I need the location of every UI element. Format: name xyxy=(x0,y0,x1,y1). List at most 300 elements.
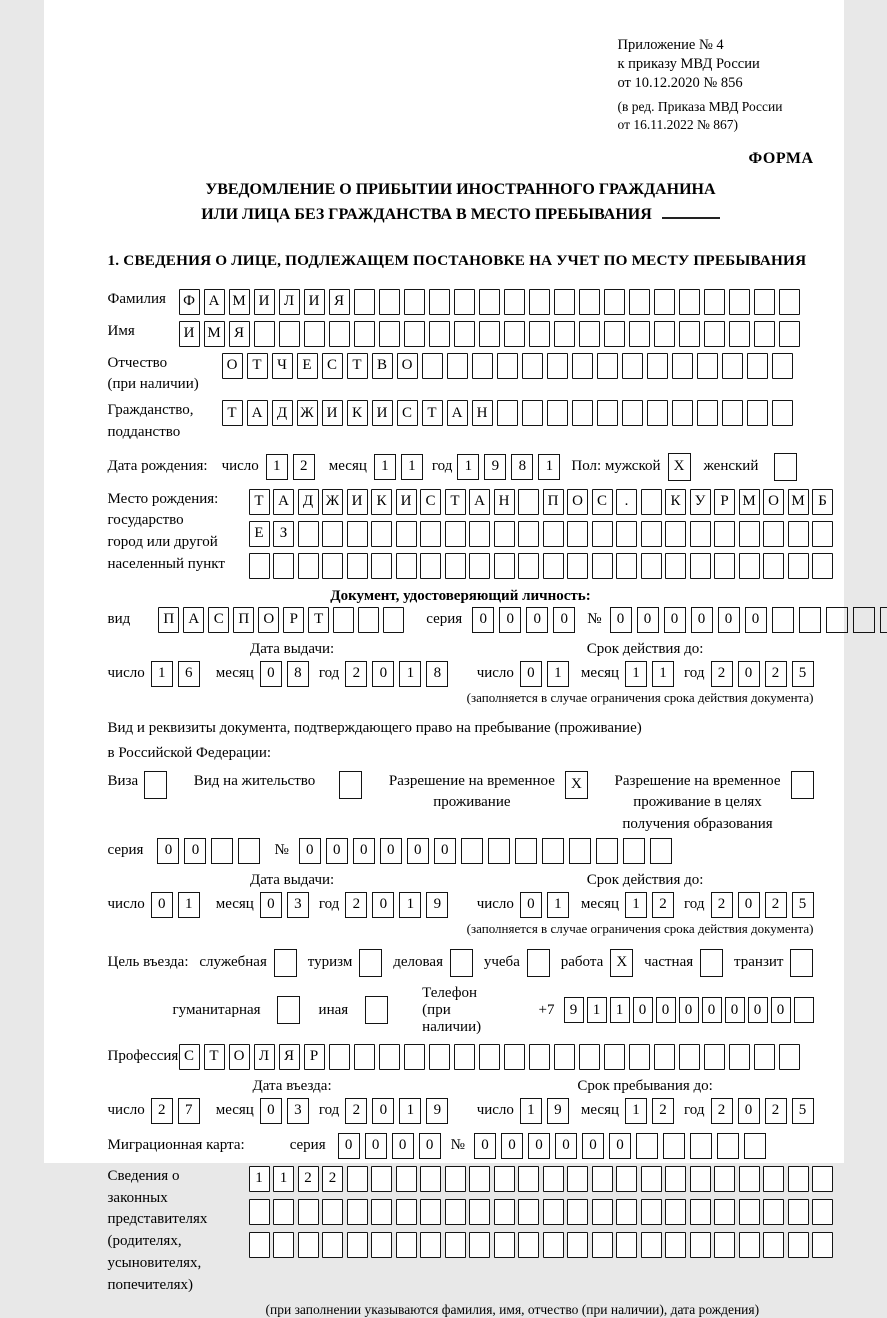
char-cell[interactable] xyxy=(714,1199,735,1225)
char-cell[interactable] xyxy=(616,1166,637,1192)
char-cell[interactable] xyxy=(690,1199,711,1225)
char-cell[interactable] xyxy=(461,838,483,864)
char-cell[interactable]: 2 xyxy=(298,1166,319,1192)
char-cell[interactable] xyxy=(779,321,800,347)
char-cell[interactable] xyxy=(249,1199,270,1225)
char-cell[interactable]: П xyxy=(233,607,254,633)
char-cell[interactable] xyxy=(629,1044,650,1070)
char-cell[interactable]: С xyxy=(208,607,229,633)
char-cell[interactable]: 2 xyxy=(151,1098,173,1124)
char-cell[interactable] xyxy=(747,353,768,379)
char-cell[interactable]: О xyxy=(229,1044,250,1070)
char-cell[interactable]: 1 xyxy=(520,1098,542,1124)
char-cell[interactable] xyxy=(729,321,750,347)
char-cell[interactable] xyxy=(518,1199,539,1225)
char-cell[interactable]: М xyxy=(204,321,225,347)
char-cell[interactable]: 2 xyxy=(345,661,367,687)
char-cell[interactable] xyxy=(396,521,417,547)
char-cell[interactable] xyxy=(826,607,848,633)
char-cell[interactable]: И xyxy=(372,400,393,426)
char-cell[interactable]: Р xyxy=(714,489,735,515)
char-cell[interactable]: 0 xyxy=(718,607,740,633)
char-cell[interactable]: Т xyxy=(308,607,329,633)
char-cell[interactable] xyxy=(714,1166,735,1192)
char-cell[interactable] xyxy=(622,400,643,426)
char-cell[interactable] xyxy=(322,1199,343,1225)
char-cell[interactable] xyxy=(604,1044,625,1070)
char-cell[interactable]: Е xyxy=(249,521,270,547)
char-cell[interactable]: 0 xyxy=(299,838,321,864)
char-cell[interactable] xyxy=(494,1166,515,1192)
char-cell[interactable]: 1 xyxy=(587,997,607,1023)
char-cell[interactable]: А xyxy=(273,489,294,515)
char-cell[interactable] xyxy=(592,521,613,547)
char-cell[interactable]: 0 xyxy=(499,607,521,633)
char-cell[interactable] xyxy=(472,353,493,379)
char-cell[interactable] xyxy=(298,553,319,579)
char-cell[interactable] xyxy=(567,1232,588,1258)
char-cell[interactable]: Ж xyxy=(322,489,343,515)
char-cell[interactable] xyxy=(623,838,645,864)
char-cell[interactable]: 1 xyxy=(652,661,674,687)
char-cell[interactable] xyxy=(279,321,300,347)
char-cell[interactable] xyxy=(763,1166,784,1192)
char-cell[interactable]: Н xyxy=(494,489,515,515)
char-cell[interactable]: Ч xyxy=(272,353,293,379)
char-cell[interactable] xyxy=(329,1044,350,1070)
purpose-transit-checkbox[interactable] xyxy=(790,949,813,977)
char-cell[interactable] xyxy=(704,1044,725,1070)
char-cell[interactable]: 1 xyxy=(249,1166,270,1192)
char-cell[interactable]: И xyxy=(304,289,325,315)
char-cell[interactable] xyxy=(853,607,875,633)
char-cell[interactable] xyxy=(567,1199,588,1225)
char-cell[interactable]: 3 xyxy=(287,892,309,918)
char-cell[interactable]: Д xyxy=(272,400,293,426)
char-cell[interactable] xyxy=(347,1232,368,1258)
char-cell[interactable] xyxy=(445,521,466,547)
char-cell[interactable] xyxy=(739,1199,760,1225)
char-cell[interactable] xyxy=(420,1166,441,1192)
sex-female-checkbox[interactable] xyxy=(774,453,797,481)
char-cell[interactable] xyxy=(518,489,539,515)
char-cell[interactable] xyxy=(529,321,550,347)
char-cell[interactable] xyxy=(647,400,668,426)
char-cell[interactable]: М xyxy=(229,289,250,315)
char-cell[interactable] xyxy=(445,1199,466,1225)
char-cell[interactable] xyxy=(569,838,591,864)
char-cell[interactable] xyxy=(650,838,672,864)
char-cell[interactable]: С xyxy=(397,400,418,426)
char-cell[interactable] xyxy=(641,1166,662,1192)
char-cell[interactable] xyxy=(812,1166,833,1192)
char-cell[interactable] xyxy=(690,553,711,579)
char-cell[interactable]: 2 xyxy=(765,892,787,918)
char-cell[interactable]: Я xyxy=(279,1044,300,1070)
char-cell[interactable]: 0 xyxy=(679,997,699,1023)
char-cell[interactable] xyxy=(714,1232,735,1258)
char-cell[interactable] xyxy=(396,553,417,579)
char-cell[interactable]: 0 xyxy=(738,892,760,918)
char-cell[interactable]: К xyxy=(347,400,368,426)
char-cell[interactable] xyxy=(445,1166,466,1192)
edu-residence-checkbox[interactable] xyxy=(791,771,814,799)
char-cell[interactable] xyxy=(547,353,568,379)
char-cell[interactable] xyxy=(729,1044,750,1070)
char-cell[interactable] xyxy=(690,1133,712,1159)
char-cell[interactable] xyxy=(554,1044,575,1070)
char-cell[interactable] xyxy=(554,289,575,315)
char-cell[interactable] xyxy=(690,1166,711,1192)
char-cell[interactable]: 0 xyxy=(526,607,548,633)
char-cell[interactable]: 0 xyxy=(748,997,768,1023)
char-cell[interactable] xyxy=(665,1232,686,1258)
char-cell[interactable] xyxy=(629,321,650,347)
char-cell[interactable] xyxy=(654,321,675,347)
char-cell[interactable] xyxy=(697,400,718,426)
char-cell[interactable] xyxy=(504,289,525,315)
char-cell[interactable] xyxy=(772,353,793,379)
char-cell[interactable]: 0 xyxy=(582,1133,604,1159)
char-cell[interactable]: 1 xyxy=(538,454,560,480)
char-cell[interactable] xyxy=(722,353,743,379)
char-cell[interactable]: 1 xyxy=(547,892,569,918)
char-cell[interactable]: Д xyxy=(298,489,319,515)
char-cell[interactable] xyxy=(622,353,643,379)
char-cell[interactable]: 5 xyxy=(792,892,814,918)
char-cell[interactable] xyxy=(371,1232,392,1258)
char-cell[interactable]: 0 xyxy=(353,838,375,864)
char-cell[interactable] xyxy=(396,1166,417,1192)
char-cell[interactable] xyxy=(641,1232,662,1258)
char-cell[interactable] xyxy=(347,521,368,547)
char-cell[interactable] xyxy=(298,1199,319,1225)
char-cell[interactable] xyxy=(494,553,515,579)
char-cell[interactable]: 7 xyxy=(178,1098,200,1124)
char-cell[interactable]: 2 xyxy=(765,661,787,687)
char-cell[interactable]: 2 xyxy=(711,892,733,918)
sex-male-checkbox[interactable]: X xyxy=(668,453,691,481)
char-cell[interactable] xyxy=(515,838,537,864)
char-cell[interactable] xyxy=(812,521,833,547)
char-cell[interactable] xyxy=(763,521,784,547)
char-cell[interactable]: Ж xyxy=(297,400,318,426)
char-cell[interactable]: Е xyxy=(297,353,318,379)
char-cell[interactable] xyxy=(772,400,793,426)
char-cell[interactable] xyxy=(333,607,354,633)
char-cell[interactable] xyxy=(379,289,400,315)
char-cell[interactable] xyxy=(420,1199,441,1225)
char-cell[interactable]: 0 xyxy=(372,892,394,918)
char-cell[interactable]: 0 xyxy=(338,1133,360,1159)
char-cell[interactable]: 0 xyxy=(474,1133,496,1159)
char-cell[interactable]: 2 xyxy=(322,1166,343,1192)
char-cell[interactable] xyxy=(404,289,425,315)
char-cell[interactable] xyxy=(744,1133,766,1159)
char-cell[interactable] xyxy=(554,321,575,347)
char-cell[interactable] xyxy=(298,521,319,547)
char-cell[interactable] xyxy=(629,289,650,315)
char-cell[interactable]: Б xyxy=(812,489,833,515)
char-cell[interactable]: 0 xyxy=(472,607,494,633)
purpose-private-checkbox[interactable] xyxy=(700,949,723,977)
char-cell[interactable]: 0 xyxy=(691,607,713,633)
char-cell[interactable] xyxy=(641,553,662,579)
char-cell[interactable] xyxy=(494,521,515,547)
char-cell[interactable]: Л xyxy=(279,289,300,315)
char-cell[interactable] xyxy=(596,838,618,864)
char-cell[interactable]: И xyxy=(396,489,417,515)
char-cell[interactable] xyxy=(273,1232,294,1258)
char-cell[interactable]: Л xyxy=(254,1044,275,1070)
char-cell[interactable]: 2 xyxy=(765,1098,787,1124)
char-cell[interactable]: 5 xyxy=(792,1098,814,1124)
char-cell[interactable] xyxy=(679,289,700,315)
char-cell[interactable] xyxy=(529,289,550,315)
char-cell[interactable] xyxy=(812,553,833,579)
char-cell[interactable] xyxy=(518,1166,539,1192)
char-cell[interactable] xyxy=(522,353,543,379)
purpose-humanitarian-checkbox[interactable] xyxy=(277,996,300,1024)
char-cell[interactable] xyxy=(604,289,625,315)
char-cell[interactable] xyxy=(788,1199,809,1225)
char-cell[interactable] xyxy=(616,553,637,579)
char-cell[interactable] xyxy=(772,607,794,633)
char-cell[interactable] xyxy=(714,521,735,547)
char-cell[interactable]: 2 xyxy=(711,1098,733,1124)
char-cell[interactable] xyxy=(354,1044,375,1070)
char-cell[interactable]: 0 xyxy=(664,607,686,633)
char-cell[interactable] xyxy=(592,1199,613,1225)
char-cell[interactable] xyxy=(469,521,490,547)
char-cell[interactable] xyxy=(812,1232,833,1258)
char-cell[interactable] xyxy=(504,1044,525,1070)
char-cell[interactable] xyxy=(371,521,392,547)
char-cell[interactable] xyxy=(249,553,270,579)
char-cell[interactable] xyxy=(616,521,637,547)
char-cell[interactable] xyxy=(704,321,725,347)
char-cell[interactable]: М xyxy=(739,489,760,515)
char-cell[interactable] xyxy=(322,1232,343,1258)
char-cell[interactable] xyxy=(518,1232,539,1258)
char-cell[interactable] xyxy=(273,553,294,579)
char-cell[interactable]: 8 xyxy=(511,454,533,480)
char-cell[interactable] xyxy=(665,1166,686,1192)
char-cell[interactable]: П xyxy=(543,489,564,515)
char-cell[interactable]: 1 xyxy=(547,661,569,687)
char-cell[interactable]: 0 xyxy=(555,1133,577,1159)
char-cell[interactable]: 1 xyxy=(625,1098,647,1124)
char-cell[interactable] xyxy=(429,1044,450,1070)
char-cell[interactable]: 2 xyxy=(293,454,315,480)
char-cell[interactable] xyxy=(592,1166,613,1192)
char-cell[interactable] xyxy=(422,353,443,379)
char-cell[interactable] xyxy=(672,400,693,426)
char-cell[interactable]: З xyxy=(273,521,294,547)
char-cell[interactable]: 2 xyxy=(711,661,733,687)
char-cell[interactable] xyxy=(788,1166,809,1192)
char-cell[interactable]: 0 xyxy=(184,838,206,864)
char-cell[interactable]: 0 xyxy=(553,607,575,633)
char-cell[interactable] xyxy=(788,521,809,547)
char-cell[interactable] xyxy=(654,1044,675,1070)
char-cell[interactable]: А xyxy=(447,400,468,426)
purpose-business-checkbox[interactable] xyxy=(450,949,473,977)
char-cell[interactable]: 8 xyxy=(426,661,448,687)
char-cell[interactable]: 3 xyxy=(287,1098,309,1124)
char-cell[interactable]: 0 xyxy=(260,892,282,918)
char-cell[interactable]: 0 xyxy=(745,607,767,633)
purpose-work-checkbox[interactable]: X xyxy=(610,949,633,977)
char-cell[interactable] xyxy=(679,1044,700,1070)
char-cell[interactable] xyxy=(739,521,760,547)
char-cell[interactable] xyxy=(494,1232,515,1258)
char-cell[interactable] xyxy=(494,1199,515,1225)
char-cell[interactable] xyxy=(880,607,887,633)
char-cell[interactable] xyxy=(479,321,500,347)
char-cell[interactable] xyxy=(690,1232,711,1258)
char-cell[interactable] xyxy=(654,289,675,315)
char-cell[interactable] xyxy=(636,1133,658,1159)
char-cell[interactable] xyxy=(543,1199,564,1225)
char-cell[interactable]: 0 xyxy=(260,1098,282,1124)
char-cell[interactable] xyxy=(690,521,711,547)
char-cell[interactable] xyxy=(420,1232,441,1258)
char-cell[interactable]: М xyxy=(788,489,809,515)
char-cell[interactable]: 1 xyxy=(266,454,288,480)
char-cell[interactable]: 0 xyxy=(372,1098,394,1124)
char-cell[interactable] xyxy=(445,1232,466,1258)
char-cell[interactable]: С xyxy=(322,353,343,379)
char-cell[interactable] xyxy=(543,1232,564,1258)
char-cell[interactable] xyxy=(547,400,568,426)
char-cell[interactable]: 9 xyxy=(426,892,448,918)
char-cell[interactable] xyxy=(469,1199,490,1225)
char-cell[interactable]: 2 xyxy=(345,892,367,918)
char-cell[interactable]: И xyxy=(322,400,343,426)
char-cell[interactable]: Т xyxy=(222,400,243,426)
char-cell[interactable] xyxy=(396,1232,417,1258)
char-cell[interactable]: 1 xyxy=(625,661,647,687)
char-cell[interactable] xyxy=(371,1166,392,1192)
char-cell[interactable] xyxy=(479,1044,500,1070)
char-cell[interactable]: 0 xyxy=(702,997,722,1023)
char-cell[interactable] xyxy=(704,289,725,315)
char-cell[interactable]: 0 xyxy=(380,838,402,864)
char-cell[interactable]: 0 xyxy=(610,607,632,633)
char-cell[interactable]: А xyxy=(204,289,225,315)
visa-checkbox[interactable] xyxy=(144,771,167,799)
char-cell[interactable] xyxy=(665,553,686,579)
char-cell[interactable]: 0 xyxy=(520,892,542,918)
char-cell[interactable] xyxy=(497,353,518,379)
temp-residence-checkbox[interactable]: X xyxy=(565,771,588,799)
char-cell[interactable]: 1 xyxy=(399,892,421,918)
char-cell[interactable]: С xyxy=(420,489,441,515)
char-cell[interactable] xyxy=(445,553,466,579)
char-cell[interactable]: 1 xyxy=(273,1166,294,1192)
char-cell[interactable]: О xyxy=(222,353,243,379)
char-cell[interactable]: Я xyxy=(229,321,250,347)
char-cell[interactable]: 0 xyxy=(434,838,456,864)
char-cell[interactable] xyxy=(469,1232,490,1258)
char-cell[interactable]: Р xyxy=(304,1044,325,1070)
char-cell[interactable] xyxy=(665,521,686,547)
char-cell[interactable] xyxy=(420,553,441,579)
char-cell[interactable] xyxy=(597,353,618,379)
char-cell[interactable]: . xyxy=(616,489,637,515)
char-cell[interactable]: 1 xyxy=(401,454,423,480)
char-cell[interactable]: 0 xyxy=(771,997,791,1023)
char-cell[interactable] xyxy=(572,400,593,426)
char-cell[interactable] xyxy=(641,521,662,547)
char-cell[interactable] xyxy=(739,553,760,579)
char-cell[interactable]: 0 xyxy=(738,661,760,687)
char-cell[interactable] xyxy=(542,838,564,864)
char-cell[interactable]: 2 xyxy=(652,892,674,918)
char-cell[interactable] xyxy=(812,1199,833,1225)
char-cell[interactable]: В xyxy=(372,353,393,379)
char-cell[interactable] xyxy=(371,553,392,579)
purpose-other-checkbox[interactable] xyxy=(365,996,388,1024)
char-cell[interactable] xyxy=(518,553,539,579)
char-cell[interactable] xyxy=(504,321,525,347)
char-cell[interactable] xyxy=(641,1199,662,1225)
char-cell[interactable]: 1 xyxy=(399,1098,421,1124)
char-cell[interactable]: А xyxy=(469,489,490,515)
char-cell[interactable]: 0 xyxy=(326,838,348,864)
char-cell[interactable] xyxy=(543,521,564,547)
char-cell[interactable] xyxy=(469,553,490,579)
char-cell[interactable]: Н xyxy=(472,400,493,426)
char-cell[interactable] xyxy=(371,1199,392,1225)
char-cell[interactable] xyxy=(647,353,668,379)
char-cell[interactable] xyxy=(354,289,375,315)
char-cell[interactable]: 0 xyxy=(372,661,394,687)
char-cell[interactable] xyxy=(454,1044,475,1070)
char-cell[interactable]: 9 xyxy=(484,454,506,480)
char-cell[interactable] xyxy=(763,553,784,579)
char-cell[interactable] xyxy=(454,289,475,315)
char-cell[interactable] xyxy=(383,607,404,633)
char-cell[interactable] xyxy=(592,1232,613,1258)
char-cell[interactable]: 0 xyxy=(157,838,179,864)
char-cell[interactable]: 0 xyxy=(637,607,659,633)
char-cell[interactable]: У xyxy=(690,489,711,515)
char-cell[interactable] xyxy=(779,289,800,315)
char-cell[interactable] xyxy=(469,1166,490,1192)
char-cell[interactable] xyxy=(529,1044,550,1070)
char-cell[interactable]: 0 xyxy=(633,997,653,1023)
char-cell[interactable]: К xyxy=(371,489,392,515)
char-cell[interactable]: 9 xyxy=(426,1098,448,1124)
char-cell[interactable]: Т xyxy=(347,353,368,379)
char-cell[interactable] xyxy=(567,521,588,547)
char-cell[interactable]: 1 xyxy=(374,454,396,480)
char-cell[interactable]: Т xyxy=(247,353,268,379)
char-cell[interactable]: О xyxy=(258,607,279,633)
char-cell[interactable]: Т xyxy=(204,1044,225,1070)
char-cell[interactable]: 1 xyxy=(625,892,647,918)
char-cell[interactable] xyxy=(404,1044,425,1070)
char-cell[interactable] xyxy=(379,1044,400,1070)
char-cell[interactable] xyxy=(604,321,625,347)
char-cell[interactable] xyxy=(354,321,375,347)
char-cell[interactable]: 0 xyxy=(725,997,745,1023)
char-cell[interactable] xyxy=(249,1232,270,1258)
char-cell[interactable] xyxy=(616,1199,637,1225)
purpose-official-checkbox[interactable] xyxy=(274,949,297,977)
